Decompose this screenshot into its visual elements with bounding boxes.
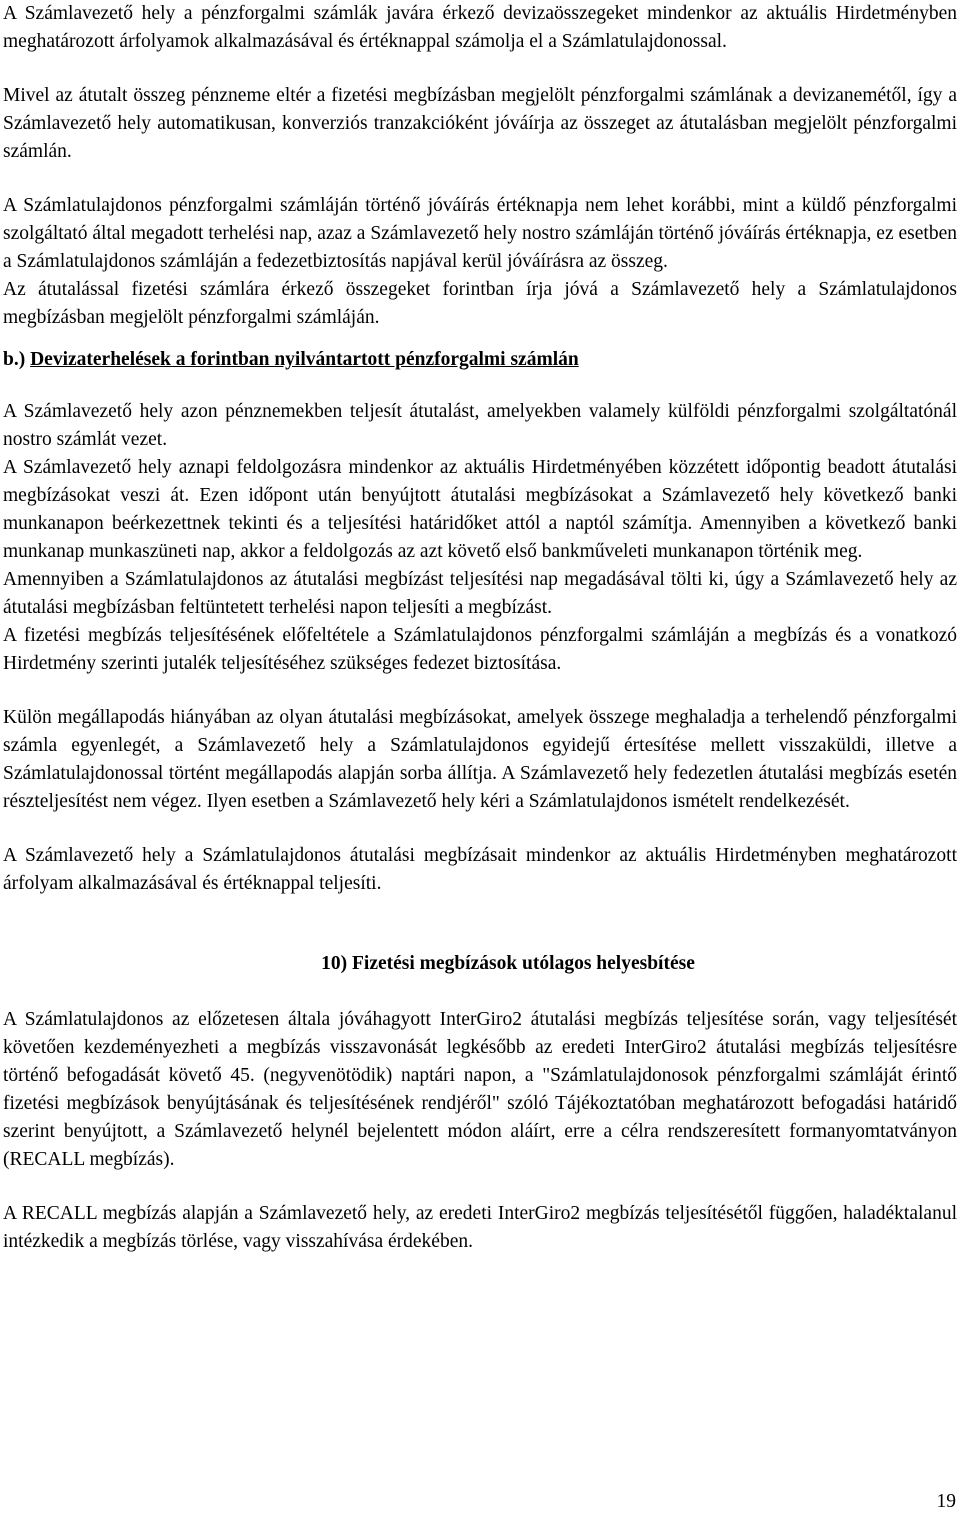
section-heading-b-letter: b.) — [3, 349, 26, 370]
document-page — [3, 0, 957, 1256]
paragraph-recall-megbizas: A RECALL megbízás alapján a Számlavezető hely, az eredeti InterGiro2 megbízás teljesítésétől függően, haladéktalanul intézkedik a megbízás törlése, vagy visszahívása érdekében. — [3, 1203, 957, 1252]
paragraph-devizaosszegek-elszamolasa: A Számlavezető hely a pénzforgalmi számlák javára érkező devizaösszegeket mindenkor az aktuális Hirdetményben meghatározott árfolyamok alkalmazásával és értéknappal számolja el a Számlatulajdonossal. — [3, 3, 957, 52]
paragraph-konverzios-tranzakcio: Mivel az átutalt összeg pénzneme eltér a fizetési megbízásban megjelölt pénzforgalmi számlának a devizanemétől, így a Számlavezető hely automatikusan, konverziós tranzakcióként jóváírja az összeget az átutalásban megjelölt pénzforgalmi számlán. — [3, 85, 957, 162]
section-heading-10-title: Fizetési megbízások utólagos helyesbítése — [352, 953, 695, 974]
paragraph-teljesitesi-nap: Amennyiben a Számlatulajdonos az átutalási megbízást teljesítési nap megadásával tölti ki, úgy a Számlavezető hely az átutalási megbízásban feltüntetett terhelési napon teljesíti a megbízást. — [3, 569, 957, 618]
paragraph-nostro-szamla: A Számlavezető hely azon pénznemekben teljesít átutalást, amelyekben valamely külföldi pénzforgalmi szolgáltatónál nostro számlát vezet. — [3, 401, 957, 450]
section-heading-b — [3, 346, 957, 374]
paragraph-fedezet-biztositasa: A fizetési megbízás teljesítésének előfeltétele a Számlatulajdonos pénzforgalmi számláján a megbízás és a vonatkozó Hirdetmény szerinti jutalék teljesítéséhez szükséges fedezet biztosítása. — [3, 625, 957, 674]
section-heading-10-number: 10) — [321, 953, 348, 974]
paragraph-fedezetlen-megbizas: Külön megállapodás hiányában az olyan átutalási megbízásokat, amelyek összege meghaladja a terhelendő pénzforgalmi számla egyenlegét, a Számlavezető hely a Számlatulajdonos egyidejű értesítése mellett visszaküldi, illetve a Számlatulajdonossal történt megállapodás alapján sorba állítja. A Számlavezető hely fedezetlen átutalási megbízás esetén részteljesítést nem végez. Ilyen esetben a Számlavezető hely kéri a Számlatulajdonos ismételt rendelkezését. — [3, 707, 957, 812]
section-heading-10 — [3, 950, 957, 978]
paragraph-recall-visszavonas: A Számlatulajdonos az előzetesen általa jóváhagyott InterGiro2 átutalási megbízás teljesítése során, vagy teljesítését követően kezdeményezheti a megbízás visszavonását legkésőbb az eredeti InterGiro2 átutalási megbízás teljesítésre történő befogadását követő 45. (negyvenötödik) naptári napon, a "Számlatulajdonosok pénzforgalmi számláját érintő fizetési megbízások benyújtásának és teljesítésének rendjéről" szóló Tájékoztatóban meghatározott befogadási határidő szerint benyújtott, a Számlavezető helynél bejelentett módon aláírt, erre a célra rendszeresített formanyomtatványon (RECALL megbízás). — [3, 1009, 957, 1170]
section-heading-b-title: Devizaterhelések a forintban nyilvántartott pénzforgalmi számlán — [30, 349, 579, 370]
paragraph-jovairas-erteknapja: A Számlatulajdonos pénzforgalmi számláján történő jóváírás értéknapja nem lehet korábbi, mint a küldő pénzforgalmi szolgáltató által megadott terhelési nap, azaz a Számlavezető hely nostro számláján történő jóváírás értéknapja, ez esetben a Számlatulajdonos számláján a fedezetbiztosítás napjával kerül jóváírásra az összeg. — [3, 195, 957, 272]
paragraph-forintban-jovairas: Az átutalással fizetési számlára érkező összegeket forintban írja jóvá a Számlavezető hely a Számlatulajdonos megbízásban megjelölt pénzforgalmi számláján. — [3, 279, 957, 328]
paragraph-arfolyam-erteknap: A Számlavezető hely a Számlatulajdonos átutalási megbízásait mindenkor az aktuális Hirdetményben meghatározott árfolyam alkalmazásával és értéknappal teljesíti. — [3, 845, 957, 894]
paragraph-feldolgozasi-idopont: A Számlavezető hely aznapi feldolgozásra mindenkor az aktuális Hirdetményében közzétett időpontig beadott átutalási megbízásokat veszi át. Ezen időpont után benyújtott átutalási megbízásokat a Számlavezető hely következő banki munkanapon beérkezettnek tekinti és a teljesítési határidőket attól a naptól számítja. Amennyiben a következő banki munkanap munkaszüneti nap, akkor a feldolgozás az azt követő első bankműveleti munkanapon történik meg. — [3, 457, 957, 562]
page-number: 19 — [936, 1491, 956, 1512]
